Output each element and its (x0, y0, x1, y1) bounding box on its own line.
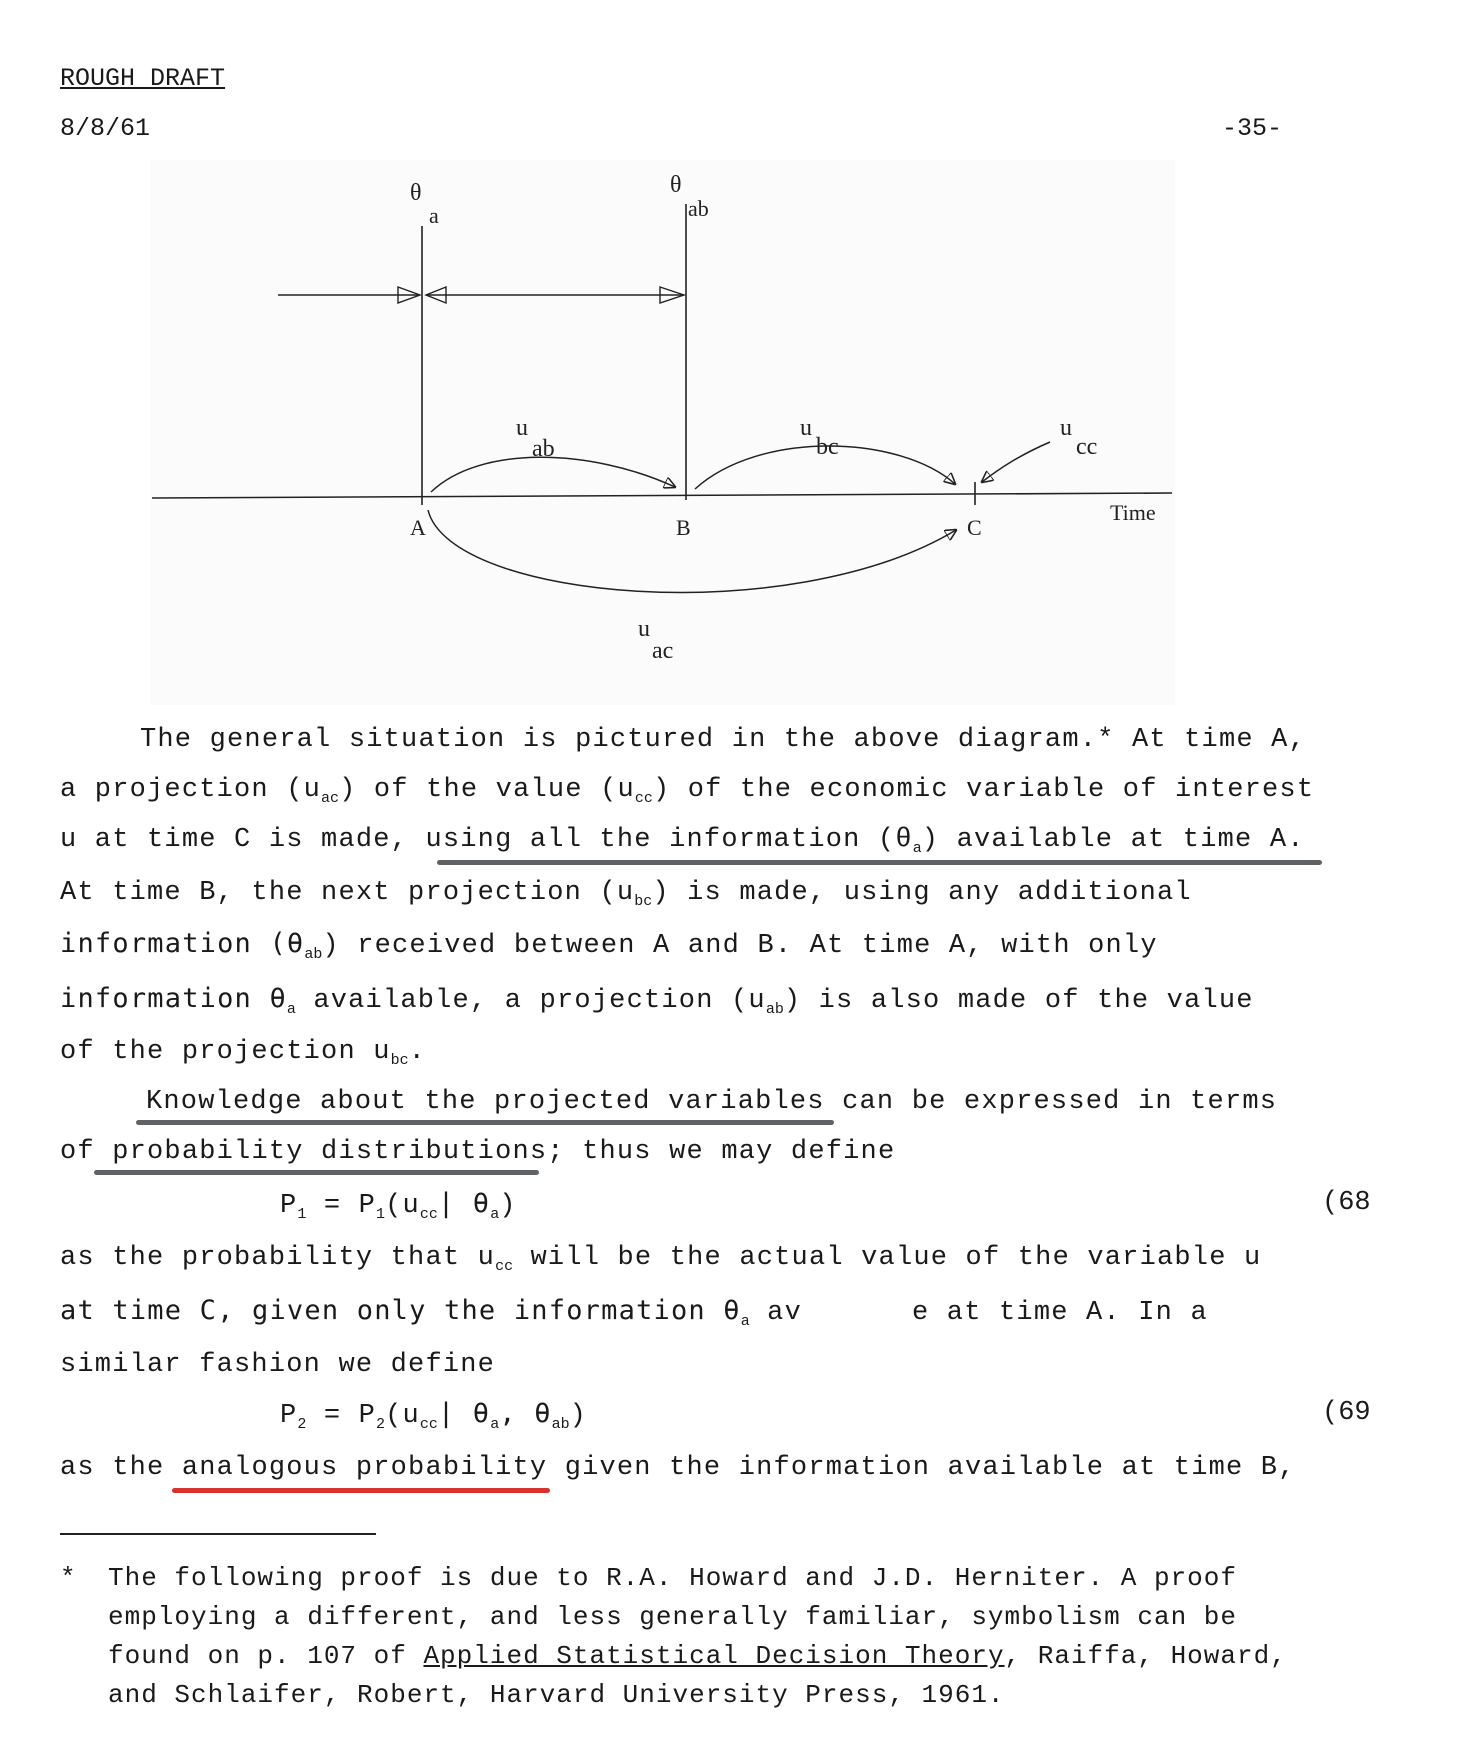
subscript: bc (390, 1052, 409, 1069)
paragraph-3-line-4 (60, 1453, 1296, 1483)
theta-a-subscript: a (429, 203, 439, 228)
line-text: given the information available at time B, (547, 1453, 1296, 1483)
subscript: cc (419, 1416, 438, 1433)
equation-text: P (280, 1401, 298, 1431)
book-title: Applied Statistical Decision Theory (423, 1641, 1005, 1671)
paragraph-2-line-1 (146, 1087, 1277, 1117)
theta-ab-symbol: θ (670, 172, 682, 198)
paragraph-1-line-4 (60, 878, 1192, 910)
subscript: ab (551, 1416, 570, 1433)
document-date: 8/8/61 (60, 114, 151, 143)
line-text: . (408, 1037, 427, 1067)
subscript: bc (634, 893, 653, 910)
u-ac-symbol: u (638, 616, 650, 642)
footnote-marker: * (60, 1563, 77, 1593)
line-text: At time B, the next projection (u (60, 878, 635, 908)
paragraph-1-line-1 (140, 725, 1306, 755)
grey-underline-info (437, 860, 1322, 865)
line-text: ) received between A and B. At time A, with only (322, 931, 1158, 961)
diagram-background (150, 160, 1175, 705)
u-ac-subscript: ac (652, 638, 674, 664)
line-text: e at time A. In a (912, 1298, 1208, 1328)
u-ab-subscript: ab (532, 436, 555, 462)
paragraph-3-line-1 (60, 1243, 1261, 1275)
time-axis-label: Time (1110, 500, 1156, 525)
u-bc-symbol: u (800, 415, 812, 441)
subscript: cc (634, 790, 653, 807)
grey-underline-knowledge (136, 1120, 834, 1125)
line-text: The general situation is pictured in the above diagram.* At time A, (140, 725, 1306, 755)
equation-69 (280, 1398, 587, 1433)
footnote-line-1: The following proof is due to R.A. Howard and J.D. Herniter. A proof (108, 1563, 1237, 1593)
theta-a-symbol: θ (410, 180, 422, 206)
equation-text: ) (569, 1401, 588, 1431)
equation-text: | θ (437, 1188, 491, 1219)
paragraph-1-line-6 (60, 983, 1254, 1018)
subscript: 1 (297, 1206, 307, 1223)
u-ab-symbol: u (516, 415, 528, 441)
equation-68 (280, 1188, 517, 1223)
paragraph-1-line-7 (60, 1037, 426, 1069)
highlighted-text: ) available at time A. (921, 825, 1305, 855)
grey-underline-distributions (94, 1170, 539, 1175)
point-c-label: C (967, 515, 982, 540)
subscript: cc (419, 1206, 438, 1223)
paragraph-1-line-2 (60, 775, 1314, 807)
equation-text: (u (385, 1401, 420, 1431)
paragraph-2-line-2 (60, 1137, 895, 1167)
equation-text: P (280, 1191, 298, 1221)
line-text: ; thus we may define (547, 1137, 896, 1167)
subscript: a (286, 1001, 296, 1018)
equation-text: = P (306, 1401, 377, 1431)
subscript: ab (304, 946, 323, 963)
equation-number-68: (68 (1322, 1188, 1371, 1218)
line-text: as the probability that u (60, 1243, 496, 1273)
subscript: 2 (297, 1416, 307, 1433)
theta-ab-subscript: ab (688, 196, 709, 221)
equation-number-69: (69 (1322, 1398, 1371, 1428)
equation-text: (u (385, 1191, 420, 1221)
line-text: u at time C is made, (60, 825, 426, 855)
line-text: similar fashion we define (60, 1350, 496, 1380)
footnote-line-3 (108, 1641, 1287, 1671)
line-text: at time C, given only the information θ (60, 1295, 741, 1326)
line-text: information (θ (60, 928, 305, 959)
line-text: ) is also made of the value (783, 986, 1254, 1016)
line-text: a projection (u (60, 775, 322, 805)
highlighted-text: probability distributions (112, 1137, 548, 1167)
equation-text: = P (306, 1191, 377, 1221)
time-projection-diagram (150, 160, 1175, 705)
line-text: available, a projection (u (295, 986, 766, 1016)
line-text: of the projection u (60, 1037, 391, 1067)
highlighted-text: analogous probability (181, 1453, 548, 1483)
u-cc-symbol: u (1060, 415, 1072, 441)
footnote-divider (60, 1533, 376, 1535)
u-cc-subscript: cc (1076, 434, 1098, 460)
subscript: a (740, 1313, 750, 1330)
line-text: av (749, 1298, 802, 1328)
red-underline-analogous (172, 1488, 550, 1493)
highlighted-text: using all the information (θ (425, 825, 913, 855)
line-text: , Raiffa, Howard, (1004, 1641, 1287, 1671)
footnote-line-4: and Schlaifer, Robert, Harvard University Press, 1961. (108, 1680, 1005, 1710)
page-number: -35- (1222, 114, 1283, 143)
subscript: 1 (376, 1206, 386, 1223)
paragraph-1-line-5 (60, 928, 1158, 963)
equation-text: | θ (437, 1398, 491, 1429)
highlighted-text: Knowledge about the projected variables (146, 1087, 825, 1117)
paragraph-3-line-2 (60, 1295, 1208, 1330)
line-text: ) of the value (u (339, 775, 635, 805)
line-text: will be the actual value of the variable u (513, 1243, 1262, 1273)
subscript: ac (321, 790, 340, 807)
subscript: a (490, 1206, 500, 1223)
subscript: ab (765, 1001, 784, 1018)
paragraph-3-line-3 (60, 1350, 495, 1380)
line-text: as the (60, 1453, 182, 1483)
line-text: found on p. 107 of (108, 1641, 424, 1671)
line-text: information θ (60, 983, 287, 1014)
rough-draft-label: ROUGH DRAFT (60, 64, 226, 93)
footnote-line-2: employing a different, and less generally familiar, symbolism can be (108, 1602, 1237, 1632)
point-b-label: B (676, 515, 691, 540)
u-bc-subscript: bc (816, 434, 839, 460)
subscript: a (490, 1416, 500, 1433)
line-text: ) is made, using any additional (652, 878, 1192, 908)
subscript: a (912, 840, 922, 857)
equation-text: , θ (499, 1398, 552, 1429)
point-a-label: A (410, 515, 426, 540)
line-text: of (60, 1137, 113, 1167)
subscript: 2 (376, 1416, 386, 1433)
paragraph-1-line-3 (60, 825, 1305, 857)
line-text: ) of the economic variable of interest (652, 775, 1315, 805)
subscript: cc (495, 1258, 514, 1275)
line-text: can be expressed in terms (824, 1087, 1278, 1117)
equation-text: ) (499, 1191, 517, 1221)
